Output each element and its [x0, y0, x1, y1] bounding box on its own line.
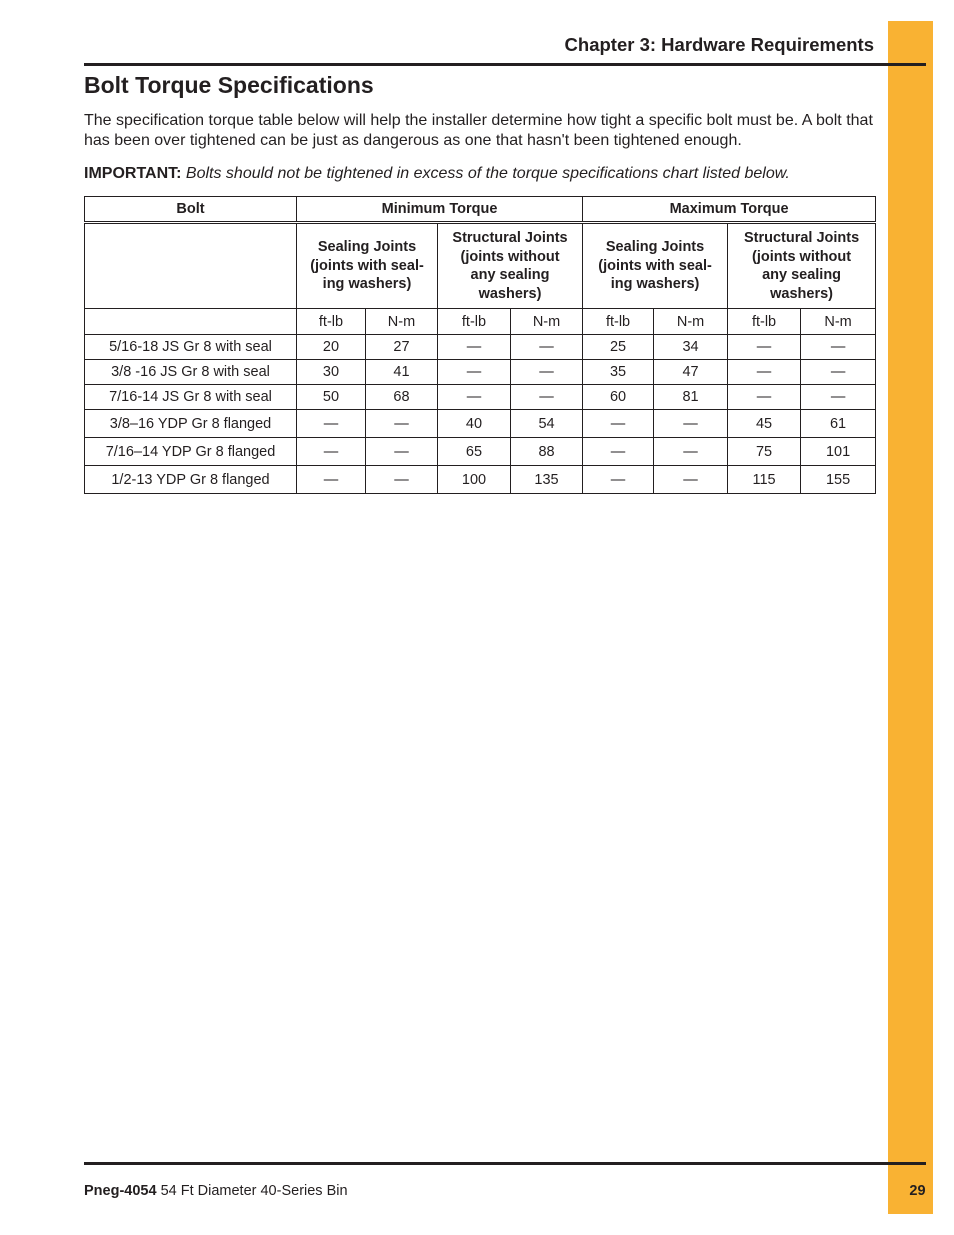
- table-row: [85, 438, 876, 466]
- value-cell: —: [366, 438, 438, 466]
- bolt-cell: 1/2-13 YDP Gr 8 flanged: [85, 466, 297, 494]
- value-cell: —: [366, 466, 438, 494]
- subheader-empty: [85, 223, 297, 309]
- table-row: [85, 360, 876, 385]
- bolt-cell: 7/16–14 YDP Gr 8 flanged: [85, 438, 297, 466]
- value-cell: 30: [297, 360, 366, 385]
- value-cell: —: [583, 466, 654, 494]
- unit-nm: N-m: [654, 309, 728, 335]
- value-cell: —: [654, 438, 728, 466]
- footer-doc: [84, 1183, 348, 1199]
- value-cell: 68: [366, 385, 438, 410]
- footer-doc-title: 54 Ft Diameter 40-Series Bin: [156, 1183, 348, 1199]
- units-row: [85, 309, 876, 335]
- table-header-row: [85, 197, 876, 223]
- table-row: [85, 385, 876, 410]
- value-cell: —: [654, 410, 728, 438]
- subheader-min-structural-text: Structural Joints (joints without any sealing washers): [452, 230, 568, 302]
- table-subheader-row: [85, 223, 876, 309]
- value-cell: —: [728, 360, 801, 385]
- subheader-min-structural: [438, 223, 583, 309]
- value-cell: 65: [438, 438, 511, 466]
- value-cell: 47: [654, 360, 728, 385]
- page-title: Bolt Torque Specifications: [84, 72, 374, 98]
- value-cell: 20: [297, 335, 366, 360]
- header-minimum-torque: Minimum Torque: [297, 197, 583, 223]
- chapter-tab-bar: [888, 21, 933, 1214]
- value-cell: —: [438, 360, 511, 385]
- value-cell: 81: [654, 385, 728, 410]
- chapter-heading: Chapter 3: Hardware Requirements: [564, 34, 874, 55]
- header-maximum-torque: Maximum Torque: [583, 197, 876, 223]
- value-cell: 101: [801, 438, 876, 466]
- unit-nm: N-m: [366, 309, 438, 335]
- bolt-cell: 3/8–16 YDP Gr 8 flanged: [85, 410, 297, 438]
- value-cell: —: [801, 360, 876, 385]
- value-cell: —: [583, 438, 654, 466]
- value-cell: —: [801, 385, 876, 410]
- value-cell: —: [728, 385, 801, 410]
- value-cell: —: [366, 410, 438, 438]
- subheader-max-structural-text: Structural Joints (joints without any sealing washers): [743, 230, 860, 302]
- bolt-cell: 7/16-14 JS Gr 8 with seal: [85, 385, 297, 410]
- value-cell: 115: [728, 466, 801, 494]
- subheader-max-structural: [728, 223, 876, 309]
- value-cell: 45: [728, 410, 801, 438]
- torque-table: [84, 196, 876, 494]
- unit-nm: N-m: [511, 309, 583, 335]
- important-label: IMPORTANT:: [84, 165, 182, 182]
- value-cell: —: [438, 385, 511, 410]
- value-cell: —: [297, 410, 366, 438]
- subheader-max-sealing: [583, 223, 728, 309]
- value-cell: 155: [801, 466, 876, 494]
- value-cell: —: [438, 335, 511, 360]
- important-note: [84, 164, 874, 184]
- value-cell: 27: [366, 335, 438, 360]
- unit-ftlb: ft-lb: [297, 309, 366, 335]
- value-cell: 35: [583, 360, 654, 385]
- unit-ftlb: ft-lb: [728, 309, 801, 335]
- important-text: Bolts should not be tightened in excess of the torque specifications chart listed below.: [181, 165, 790, 182]
- value-cell: —: [728, 335, 801, 360]
- value-cell: 135: [511, 466, 583, 494]
- value-cell: —: [511, 360, 583, 385]
- value-cell: 34: [654, 335, 728, 360]
- footer-doc-id: Pneg-4054: [84, 1183, 157, 1199]
- value-cell: —: [583, 410, 654, 438]
- value-cell: 100: [438, 466, 511, 494]
- table-row: [85, 466, 876, 494]
- table-row: [85, 410, 876, 438]
- value-cell: —: [297, 438, 366, 466]
- value-cell: 41: [366, 360, 438, 385]
- header-rule: [84, 63, 926, 66]
- footer-rule: [84, 1162, 926, 1165]
- table-row: [85, 335, 876, 360]
- units-empty: [85, 309, 297, 335]
- value-cell: —: [654, 466, 728, 494]
- value-cell: 25: [583, 335, 654, 360]
- header-bolt: Bolt: [85, 197, 297, 223]
- value-cell: 40: [438, 410, 511, 438]
- page-number: 29: [909, 1183, 926, 1199]
- bolt-cell: 5/16-18 JS Gr 8 with seal: [85, 335, 297, 360]
- subheader-max-sealing-text: Sealing Joints (joints with seal-ing washers): [598, 239, 712, 293]
- value-cell: 61: [801, 410, 876, 438]
- value-cell: 88: [511, 438, 583, 466]
- subheader-min-sealing-text: Sealing Joints (joints with seal-ing washers): [310, 239, 424, 293]
- value-cell: —: [801, 335, 876, 360]
- value-cell: —: [511, 335, 583, 360]
- value-cell: —: [297, 466, 366, 494]
- unit-ftlb: ft-lb: [438, 309, 511, 335]
- value-cell: —: [511, 385, 583, 410]
- unit-nm: N-m: [801, 309, 876, 335]
- value-cell: 60: [583, 385, 654, 410]
- subheader-min-sealing: [297, 223, 438, 309]
- bolt-cell: 3/8 -16 JS Gr 8 with seal: [85, 360, 297, 385]
- value-cell: 54: [511, 410, 583, 438]
- intro-paragraph: The specification torque table below will help the installer determine how tight a specific bolt must be. A bolt that has been over tightened can be just as dangerous as one that hasn't been tightened enough.: [84, 112, 873, 149]
- value-cell: 75: [728, 438, 801, 466]
- unit-ftlb: ft-lb: [583, 309, 654, 335]
- value-cell: 50: [297, 385, 366, 410]
